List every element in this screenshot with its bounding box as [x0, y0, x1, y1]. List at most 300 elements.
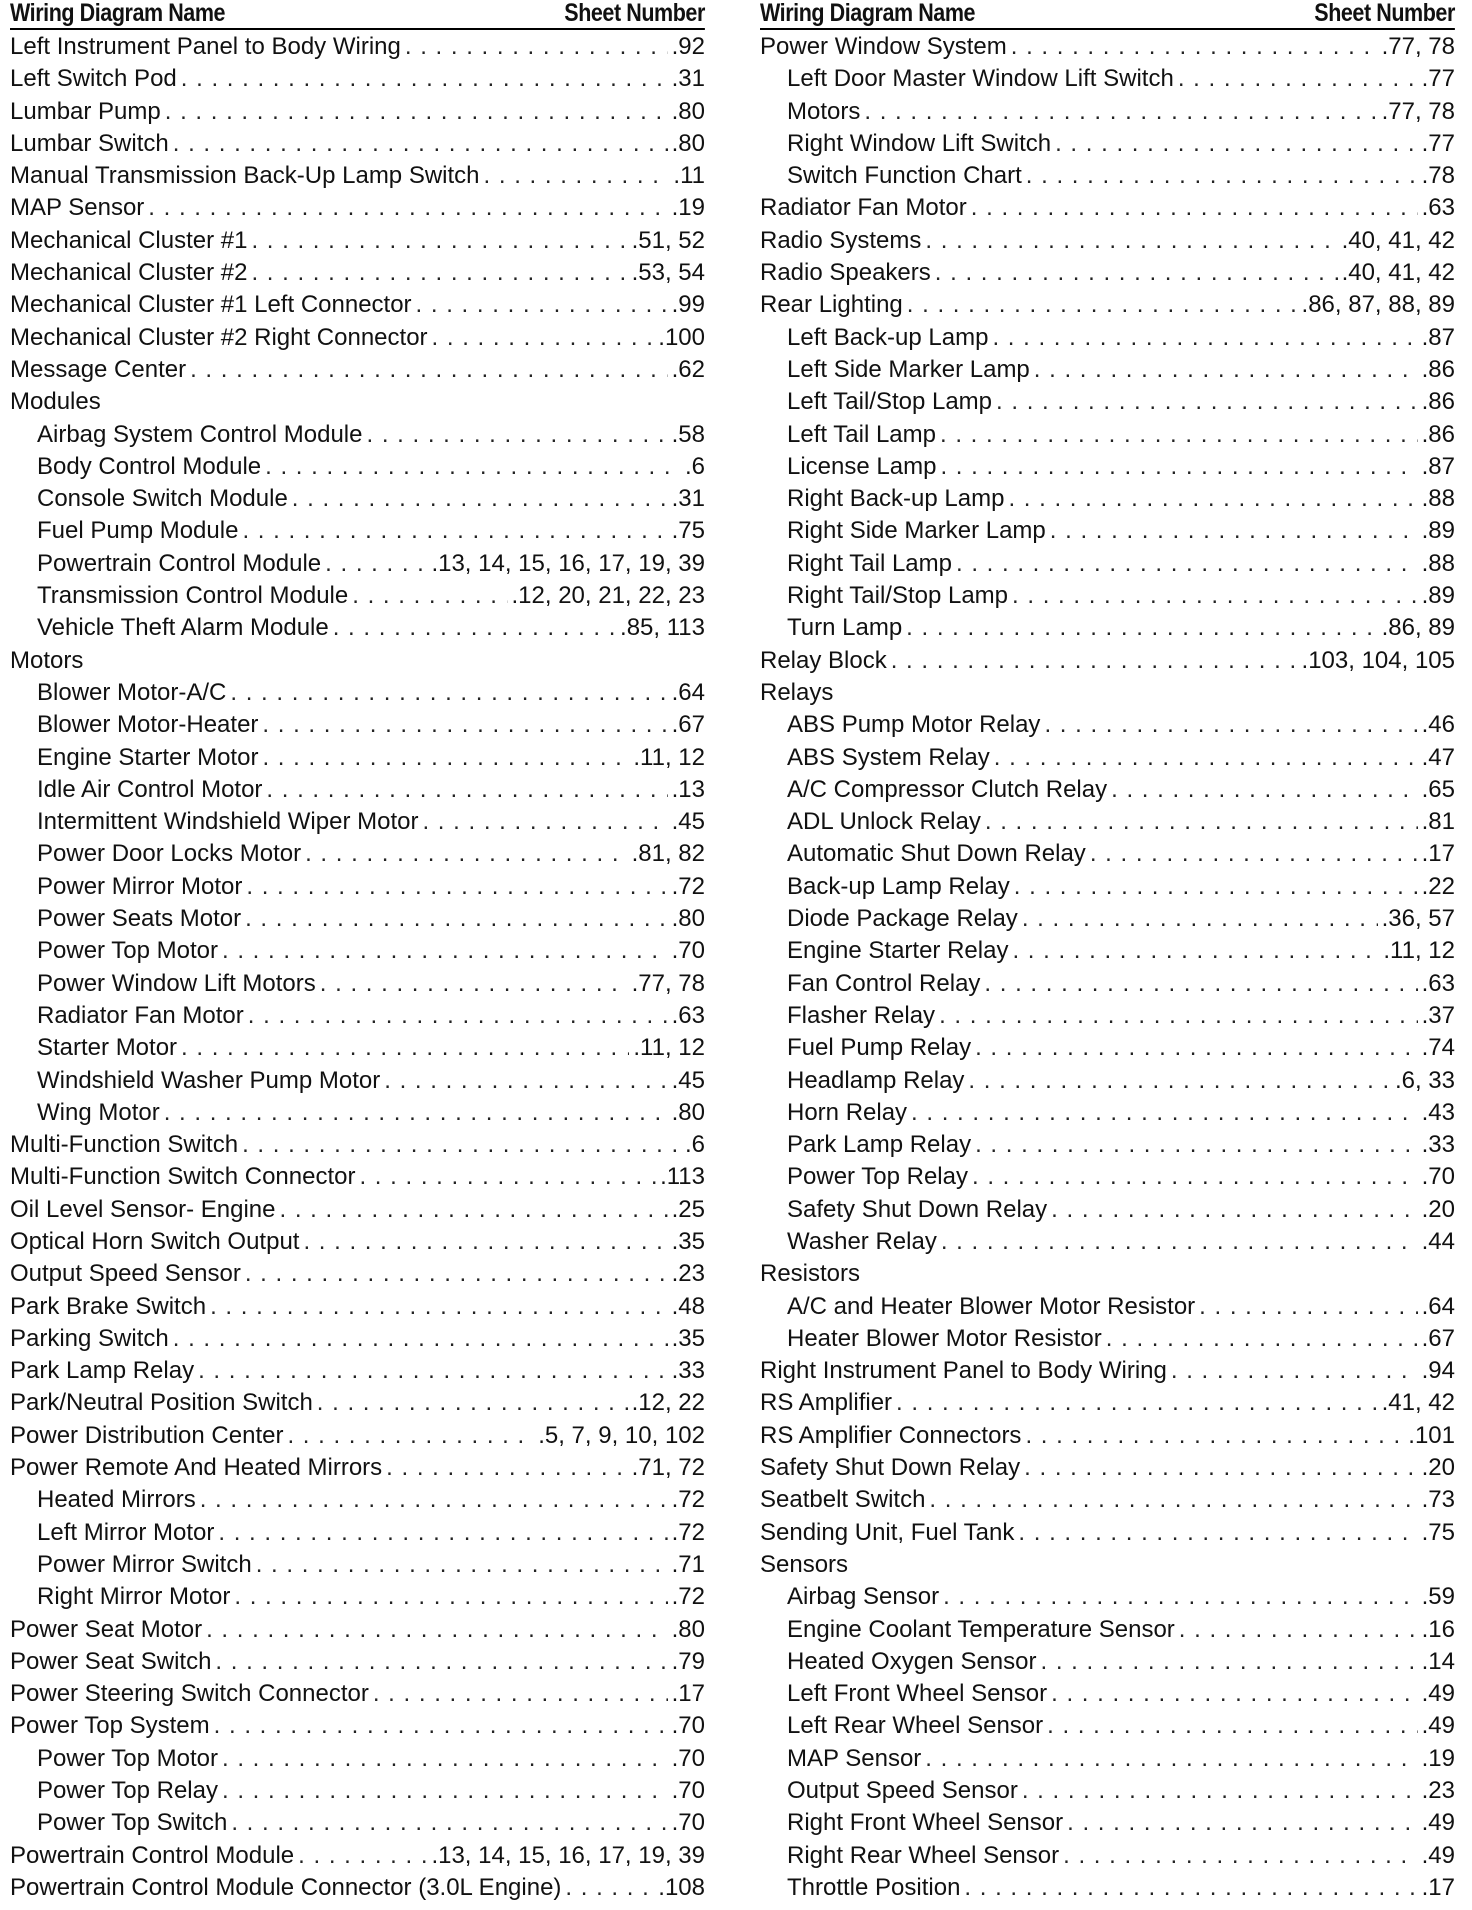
entry-name: Park Lamp Relay — [787, 1131, 972, 1159]
entry-name: Transmission Control Module — [37, 582, 349, 610]
entry-name: Seatbelt Switch — [760, 1486, 926, 1514]
entry-name: Switch Function Chart — [787, 162, 1022, 190]
index-entry — [10, 1357, 705, 1389]
entry-sheet-number: .86, 87, 88, 89 — [1301, 291, 1455, 319]
index-entry — [10, 1486, 705, 1518]
index-group-heading — [10, 647, 705, 679]
index-entry — [760, 194, 1455, 226]
index-list-right — [760, 33, 1455, 1906]
entry-name: A/C and Heater Blower Motor Resistor — [787, 1292, 1196, 1320]
entry-sheet-number: .46 — [1421, 711, 1455, 739]
entry-sheet-number: .67 — [1421, 1324, 1455, 1352]
entry-sheet-number: .63 — [671, 1001, 705, 1029]
entry-sheet-number: .25 — [671, 1195, 705, 1223]
entry-name: Headlamp Relay — [787, 1066, 965, 1094]
entry-name: Fuel Pump Module — [37, 517, 239, 545]
dot-leader — [305, 840, 628, 868]
index-entry — [760, 937, 1455, 969]
entry-name: Engine Starter Motor — [37, 743, 259, 771]
header-sheet-label: Sheet Number — [564, 0, 705, 27]
entry-sheet-number: .49 — [1421, 1680, 1455, 1708]
entry-name: Rear Lighting — [760, 291, 903, 319]
dot-leader — [386, 1454, 627, 1482]
dot-leader — [230, 679, 667, 707]
index-entry — [760, 1034, 1455, 1066]
entry-name: Sensors — [760, 1550, 849, 1578]
entry-name: Radio Systems — [760, 226, 922, 254]
entry-sheet-number: .65 — [1421, 775, 1455, 803]
entry-name: Relays — [760, 678, 834, 706]
entry-name: Modules — [10, 388, 101, 416]
entry-sheet-number: .40, 41, 42 — [1341, 259, 1455, 287]
header-name-label: Wiring Diagram Name — [10, 0, 226, 27]
dot-leader — [1008, 485, 1417, 513]
index-entry — [10, 1680, 705, 1712]
index-entry — [760, 582, 1455, 614]
index-entry — [760, 421, 1455, 453]
entry-sheet-number: .48 — [671, 1292, 705, 1320]
entry-name: Power Mirror Switch — [37, 1550, 252, 1578]
entry-sheet-number: .43 — [1421, 1098, 1455, 1126]
entry-sheet-number: .67 — [671, 711, 705, 739]
entry-name: Right Tail/Stop Lamp — [787, 582, 1009, 610]
entry-sheet-number: .35 — [671, 1324, 705, 1352]
dot-leader — [1111, 776, 1418, 804]
entry-sheet-number: .23 — [1421, 1777, 1455, 1805]
index-entry — [760, 1486, 1455, 1518]
dot-leader — [245, 1260, 668, 1288]
entry-name: Relay Block — [760, 646, 887, 674]
index-entry — [760, 1422, 1455, 1454]
entry-name: Motors — [10, 646, 84, 674]
index-entry — [10, 356, 705, 388]
dot-leader — [956, 550, 1418, 578]
entry-name: ABS Pump Motor Relay — [787, 711, 1041, 739]
dot-leader — [994, 744, 1418, 772]
entry-name: Diode Package Relay — [787, 905, 1018, 933]
dot-leader — [972, 1163, 1418, 1191]
index-entry — [10, 1099, 705, 1131]
index-entry — [10, 1648, 705, 1680]
dot-leader — [173, 1325, 668, 1353]
entry-sheet-number: .47 — [1421, 743, 1455, 771]
header-sheet-label: Sheet Number — [1314, 0, 1455, 27]
entry-sheet-number: .70 — [671, 1712, 705, 1740]
dot-leader — [246, 873, 667, 901]
entry-name: Radiator Fan Motor — [37, 1001, 244, 1029]
index-entry — [760, 388, 1455, 420]
entry-name: Left Back-up Lamp — [787, 323, 989, 351]
entry-sheet-number: .77, 78 — [1381, 33, 1455, 60]
index-entry — [10, 291, 705, 323]
entry-name: Power Top Relay — [37, 1777, 218, 1805]
entry-sheet-number: .12, 22 — [631, 1389, 705, 1417]
entry-name: Mechanical Cluster #2 — [10, 259, 248, 287]
entry-name: Motors — [787, 97, 861, 125]
entry-name: Powertrain Control Module — [10, 1841, 295, 1869]
dot-leader — [210, 1293, 668, 1321]
index-entry — [760, 1745, 1455, 1777]
index-entry — [760, 550, 1455, 582]
index-entry — [10, 679, 705, 711]
dot-leader — [266, 776, 667, 804]
index-entry — [760, 744, 1455, 776]
entry-name: Power Top Switch — [37, 1809, 228, 1837]
dot-leader — [262, 744, 629, 772]
entry-name: Resistors — [760, 1260, 861, 1288]
dot-leader — [242, 1131, 681, 1159]
entry-sheet-number: .35 — [671, 1227, 705, 1255]
column-header — [760, 0, 1455, 30]
entry-name: Optical Horn Switch Output — [10, 1227, 300, 1255]
dot-leader — [181, 1034, 629, 1062]
entry-name: Right Tail Lamp — [787, 549, 952, 577]
entry-name: ABS System Relay — [787, 743, 990, 771]
entry-sheet-number: .20 — [1421, 1454, 1455, 1482]
index-entry — [760, 356, 1455, 388]
entry-name: Turn Lamp — [787, 614, 903, 642]
entry-name: Radiator Fan Motor — [760, 194, 967, 222]
entry-sheet-number: .72 — [671, 872, 705, 900]
entry-sheet-number: .108 — [658, 1873, 705, 1901]
index-entry — [760, 485, 1455, 517]
entry-sheet-number: .77, 78 — [631, 969, 705, 997]
entry-sheet-number: .86 — [1421, 388, 1455, 416]
dot-leader — [971, 194, 1418, 222]
entry-name: Power Door Locks Motor — [37, 840, 302, 868]
entry-sheet-number: .62 — [671, 355, 705, 383]
dot-leader — [1178, 65, 1418, 93]
index-entry — [760, 840, 1455, 872]
entry-name: Mechanical Cluster #1 Left Connector — [10, 291, 412, 319]
index-entry — [760, 1712, 1455, 1744]
dot-leader — [214, 1712, 668, 1740]
index-entry — [760, 1389, 1455, 1421]
dot-leader — [1034, 356, 1418, 384]
entry-sheet-number: .100 — [658, 323, 705, 351]
entry-sheet-number: .37 — [1421, 1001, 1455, 1029]
entry-name: Power Top Motor — [37, 937, 218, 965]
index-entry — [10, 1745, 705, 1777]
dot-leader — [1014, 873, 1418, 901]
index-entry — [760, 614, 1455, 646]
entry-name: Left Instrument Panel to Body Wiring — [10, 33, 401, 60]
index-entry — [10, 453, 705, 485]
entry-name: Left Mirror Motor — [37, 1518, 215, 1546]
entry-sheet-number: .75 — [1421, 1518, 1455, 1546]
entry-name: Output Speed Sensor — [787, 1777, 1018, 1805]
dot-leader — [935, 259, 1338, 287]
index-entry — [10, 776, 705, 808]
entry-sheet-number: .23 — [671, 1260, 705, 1288]
entry-sheet-number: .63 — [1421, 969, 1455, 997]
index-list-left — [10, 33, 705, 1906]
index-entry — [10, 1842, 705, 1874]
entry-sheet-number: .87 — [1421, 452, 1455, 480]
dot-leader — [1022, 905, 1378, 933]
entry-name: Powertrain Control Module — [37, 549, 322, 577]
entry-name: Mechanical Cluster #1 — [10, 226, 248, 254]
entry-name: Power Remote And Heated Mirrors — [10, 1454, 383, 1482]
dot-leader — [231, 1809, 667, 1837]
entry-sheet-number: .59 — [1421, 1583, 1455, 1611]
entry-sheet-number: .70 — [671, 1809, 705, 1837]
entry-name: Park/Neutral Position Switch — [10, 1389, 313, 1417]
index-entry — [10, 873, 705, 905]
index-entry — [10, 1583, 705, 1615]
dot-leader — [366, 421, 667, 449]
index-entry — [10, 1712, 705, 1744]
entry-sheet-number: .22 — [1421, 872, 1455, 900]
entry-name: Powertrain Control Module Connector (3.0L Engine) — [10, 1873, 562, 1901]
entry-name: Engine Starter Relay — [787, 937, 1009, 965]
index-entry — [760, 162, 1455, 194]
entry-name: Power Top System — [10, 1712, 210, 1740]
dot-leader — [964, 1874, 1417, 1902]
index-entry — [760, 227, 1455, 259]
index-entry — [760, 1099, 1455, 1131]
entry-sheet-number: .87 — [1421, 323, 1455, 351]
entry-sheet-number: .85, 113 — [620, 614, 705, 642]
dot-leader — [325, 550, 427, 578]
index-entry — [760, 324, 1455, 356]
index-entry — [760, 711, 1455, 743]
entry-sheet-number: .6, 33 — [1394, 1066, 1455, 1094]
entry-sheet-number: .99 — [671, 291, 705, 319]
entry-name: MAP Sensor — [787, 1744, 922, 1772]
dot-leader — [1067, 1809, 1418, 1837]
entry-name: Fan Control Relay — [787, 969, 981, 997]
entry-sheet-number: .36, 57 — [1381, 905, 1455, 933]
dot-leader — [975, 1034, 1418, 1062]
index-entry — [760, 291, 1455, 323]
entry-name: Left Door Master Window Lift Switch — [787, 65, 1174, 93]
dot-leader — [317, 1389, 628, 1417]
entry-name: Parking Switch — [10, 1324, 169, 1352]
entry-sheet-number: .49 — [1421, 1809, 1455, 1837]
entry-name: Heated Mirrors — [37, 1486, 196, 1514]
dot-leader — [1025, 1422, 1404, 1450]
index-entry — [760, 517, 1455, 549]
index-entry — [760, 905, 1455, 937]
dot-leader — [1044, 711, 1417, 739]
index-entry — [10, 227, 705, 259]
entry-name: Engine Coolant Temperature Sensor — [787, 1615, 1175, 1643]
entry-name: License Lamp — [787, 452, 937, 480]
dot-leader — [1047, 1712, 1418, 1740]
index-entry — [760, 1293, 1455, 1325]
entry-name: Body Control Module — [37, 452, 262, 480]
entry-name: Windshield Washer Pump Motor — [37, 1066, 381, 1094]
entry-name: Washer Relay — [787, 1227, 937, 1255]
entry-sheet-number: .80 — [671, 905, 705, 933]
dot-leader — [907, 291, 1298, 319]
entry-sheet-number: .11, 12 — [1383, 937, 1455, 965]
index-entry — [10, 1163, 705, 1195]
entry-name: RS Amplifier Connectors — [760, 1421, 1022, 1449]
dot-leader — [1106, 1325, 1418, 1353]
dot-leader — [303, 1228, 667, 1256]
index-entry — [760, 1616, 1455, 1648]
entry-sheet-number: .86 — [1421, 355, 1455, 383]
entry-name: Multi-Function Switch Connector — [10, 1163, 356, 1191]
dot-leader — [925, 227, 1337, 255]
dot-leader — [256, 1551, 668, 1579]
dot-leader — [940, 421, 1418, 449]
entry-sheet-number: .71, 72 — [631, 1454, 705, 1482]
index-entry — [760, 65, 1455, 97]
dot-leader — [190, 356, 668, 384]
entry-name: Park Lamp Relay — [10, 1357, 195, 1385]
entry-sheet-number: .103, 104, 105 — [1301, 646, 1455, 674]
entry-sheet-number: .13, 14, 15, 16, 17, 19, 39 — [431, 1841, 705, 1869]
dot-leader — [320, 970, 628, 998]
index-entry — [10, 840, 705, 872]
entry-sheet-number: .40, 41, 42 — [1341, 226, 1455, 254]
entry-name: Message Center — [10, 355, 187, 383]
dot-leader — [422, 808, 667, 836]
dot-leader — [891, 647, 1298, 675]
index-entry — [760, 1163, 1455, 1195]
entry-name: Left Tail Lamp — [787, 420, 936, 448]
entry-sheet-number: .33 — [1421, 1131, 1455, 1159]
index-entry — [10, 421, 705, 453]
entry-name: Output Speed Sensor — [10, 1260, 241, 1288]
index-entry — [760, 1519, 1455, 1551]
dot-leader — [1051, 1196, 1417, 1224]
entry-sheet-number: .20 — [1421, 1195, 1455, 1223]
index-group-heading — [760, 1260, 1455, 1292]
index-entry — [760, 1842, 1455, 1874]
index-entry — [760, 1777, 1455, 1809]
dot-leader — [265, 453, 681, 481]
entry-name: Power Window System — [760, 33, 1007, 60]
index-entry — [10, 905, 705, 937]
index-entry — [10, 1454, 705, 1486]
index-entry — [760, 1325, 1455, 1357]
entry-name: Power Seats Motor — [37, 905, 242, 933]
index-entry — [10, 744, 705, 776]
index-entry — [10, 130, 705, 162]
index-group-heading — [760, 1551, 1455, 1583]
entry-name: Power Seat Switch — [10, 1647, 212, 1675]
entry-name: Multi-Function Switch — [10, 1131, 239, 1159]
dot-leader — [940, 453, 1417, 481]
dot-leader — [384, 1067, 667, 1095]
dot-leader — [906, 614, 1377, 642]
entry-sheet-number: .74 — [1421, 1034, 1455, 1062]
dot-leader — [1011, 33, 1378, 61]
entry-sheet-number: .41, 42 — [1381, 1389, 1455, 1417]
entry-name: Heater Blower Motor Resistor — [787, 1324, 1102, 1352]
dot-leader — [416, 291, 668, 319]
index-entry — [10, 1422, 705, 1454]
index-entry — [10, 1067, 705, 1099]
entry-sheet-number: .70 — [1421, 1163, 1455, 1191]
entry-name: Power Distribution Center — [10, 1421, 284, 1449]
entry-sheet-number: .94 — [1421, 1357, 1455, 1385]
entry-sheet-number: .70 — [671, 1744, 705, 1772]
header-name-label: Wiring Diagram Name — [760, 0, 976, 27]
entry-name: Power Seat Motor — [10, 1615, 203, 1643]
entry-name: Flasher Relay — [787, 1001, 936, 1029]
index-entry — [10, 1325, 705, 1357]
index-entry — [10, 324, 705, 356]
entry-sheet-number: .80 — [671, 1098, 705, 1126]
entry-sheet-number: .81, 82 — [631, 840, 705, 868]
entry-name: Throttle Position — [787, 1873, 961, 1901]
dot-leader — [279, 1196, 667, 1224]
dot-leader — [242, 517, 667, 545]
entry-sheet-number: .33 — [671, 1357, 705, 1385]
entry-name: Right Back-up Lamp — [787, 485, 1005, 513]
dot-leader — [359, 1163, 656, 1191]
index-entry — [10, 808, 705, 840]
entry-name: Left Front Wheel Sensor — [787, 1680, 1048, 1708]
dot-leader — [1055, 130, 1418, 158]
index-entry — [10, 1131, 705, 1163]
entry-name: Safety Shut Down Relay — [787, 1195, 1048, 1223]
entry-sheet-number: .17 — [1421, 840, 1455, 868]
entry-sheet-number: .72 — [671, 1486, 705, 1514]
index-entry — [10, 1519, 705, 1551]
index-entry — [760, 1680, 1455, 1712]
entry-sheet-number: .49 — [1421, 1712, 1455, 1740]
dot-leader — [200, 1486, 668, 1514]
index-entry — [10, 970, 705, 1002]
entry-sheet-number: .92 — [671, 33, 705, 60]
index-entry — [760, 873, 1455, 905]
entry-sheet-number: .77 — [1421, 129, 1455, 157]
entry-sheet-number: .58 — [671, 420, 705, 448]
entry-sheet-number: .12, 20, 21, 22, 23 — [511, 582, 705, 610]
entry-sheet-number: .14 — [1421, 1647, 1455, 1675]
dot-leader — [1050, 517, 1418, 545]
index-entry — [760, 970, 1455, 1002]
entry-name: Left Rear Wheel Sensor — [787, 1712, 1044, 1740]
index-entry — [760, 1583, 1455, 1615]
dot-leader — [1018, 1519, 1417, 1547]
entry-name: Park Brake Switch — [10, 1292, 207, 1320]
index-entry — [760, 1196, 1455, 1228]
entry-sheet-number: .89 — [1421, 517, 1455, 545]
index-entry — [10, 162, 705, 194]
index-entry — [10, 65, 705, 97]
dot-leader — [234, 1583, 667, 1611]
entry-sheet-number: .51, 52 — [631, 226, 705, 254]
index-group-heading — [10, 388, 705, 420]
dot-leader — [1022, 1777, 1418, 1805]
entry-sheet-number: .44 — [1421, 1227, 1455, 1255]
index-entry — [10, 1293, 705, 1325]
dot-leader — [251, 259, 627, 287]
dot-leader — [941, 1228, 1418, 1256]
index-entry — [760, 1067, 1455, 1099]
index-entry — [760, 1874, 1455, 1906]
entry-sheet-number: .78 — [1421, 162, 1455, 190]
entry-sheet-number: .88 — [1421, 485, 1455, 513]
entry-name: Right Instrument Panel to Body Wiring — [760, 1357, 1167, 1385]
dot-leader — [206, 1616, 668, 1644]
entry-name: Intermittent Windshield Wiper Motor — [37, 808, 419, 836]
entry-name: Right Rear Wheel Sensor — [787, 1841, 1060, 1869]
dot-leader — [984, 970, 1417, 998]
entry-name: Oil Level Sensor- Engine — [10, 1195, 276, 1223]
dot-leader — [1026, 162, 1418, 190]
entry-sheet-number: .89 — [1421, 582, 1455, 610]
dot-leader — [287, 1422, 534, 1450]
dot-leader — [1012, 582, 1418, 610]
